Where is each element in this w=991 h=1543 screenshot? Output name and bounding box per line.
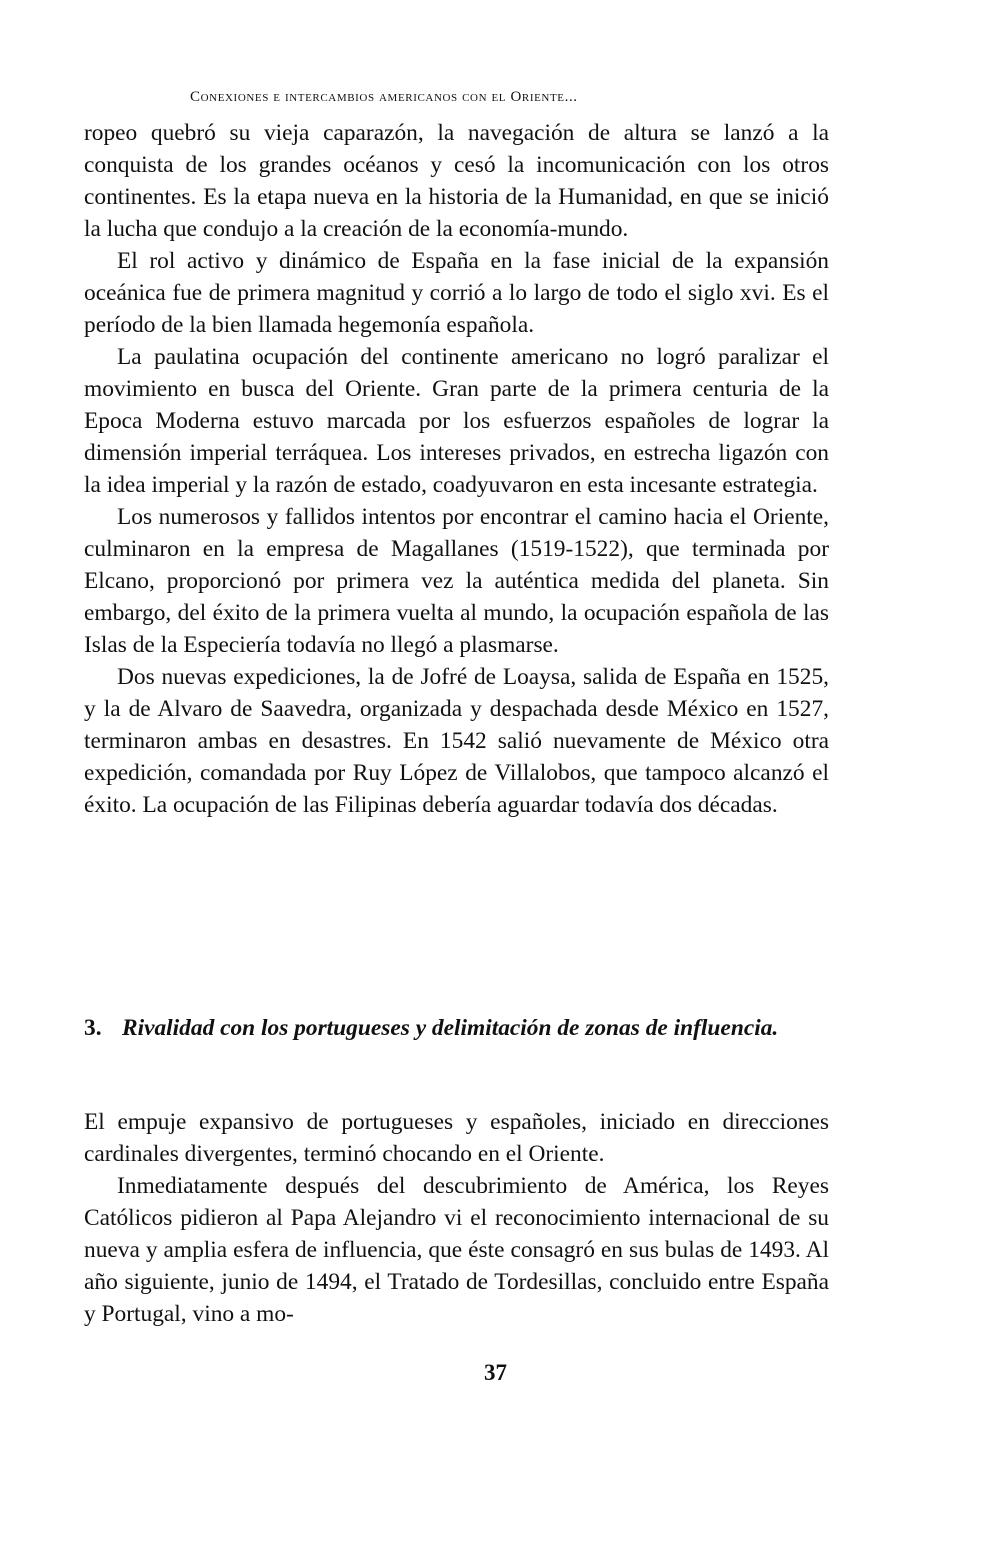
paragraph: Dos nuevas expediciones, la de Jofré de Loaysa, salida de España en 1525, y la de Alvaro de Saavedra, organizada y despachada desde México en 1527, terminaron ambas en desastres. En 1542 salió nuevamente de México otra expedición, comandada por Ruy López de Villalobos, que tampoco alcanzó el éxito. La ocupación de las Filipinas debería aguardar todavía dos décadas.: [84, 664, 829, 818]
paragraph: El empuje expansivo de portugueses y españoles, iniciado en direcciones cardinales divergentes, terminó chocando en el Oriente.: [84, 1109, 829, 1167]
section-title: Rivalidad con los portugueses y delimitación de zonas de influencia.: [122, 1015, 779, 1041]
paragraph: La paulatina ocupación del continente americano no logró paralizar el movimiento en busca del Oriente. Gran parte de la primera centuria de la Epoca Moderna estuvo marcada por los esfuerzos españoles de lograr la dimensión imperial terráquea. Los intereses privados, en estrecha ligazón con la idea imperial y la razón de estado, coadyuvaron en esta incesante estrategia.: [84, 344, 829, 498]
paragraph: Inmediatamente después del descubrimiento de América, los Reyes Católicos pidieron al Papa Alejandro vi el reconocimiento internacional de su nueva y amplia esfera de influencia, que éste consagró en sus bulas de 1493. Al año siguiente, junio de 1494, el Tratado de Tordesillas, concluido entre España y Portugal, vino a mo-: [84, 1173, 829, 1327]
text-block-before-section: [84, 117, 829, 821]
section-heading: [84, 1012, 829, 1044]
text-block-after-section: [84, 1106, 829, 1330]
section-number: 3.: [84, 1015, 102, 1041]
paragraph: El rol activo y dinámico de España en la fase inicial de la expansión oceánica fue de primera magnitud y corrió a lo largo de todo el siglo xvi. Es el período de la bien llamada hegemonía española.: [84, 248, 829, 338]
paragraph: Los numerosos y fallidos intentos por encontrar el camino hacia el Oriente, culminaron en la empresa de Magallanes (1519-1522), que terminada por Elcano, proporcionó por primera vez la auténtica medida del planeta. Sin embargo, del éxito de la primera vuelta al mundo, la ocupación española de las Islas de la Especiería todavía no llegó a plasmarse.: [84, 504, 829, 658]
page-number: 37: [484, 1360, 507, 1385]
paragraph: ropeo quebró su vieja caparazón, la navegación de altura se lanzó a la conquista de los grandes océanos y cesó la incomunicación con los otros continentes. Es la etapa nueva en la historia de la Humanidad, en que se inició la lucha que condujo a la creación de la economía-mundo.: [84, 120, 829, 242]
running-head: Conexiones e intercambios americanos con el Oriente...: [190, 89, 578, 105]
